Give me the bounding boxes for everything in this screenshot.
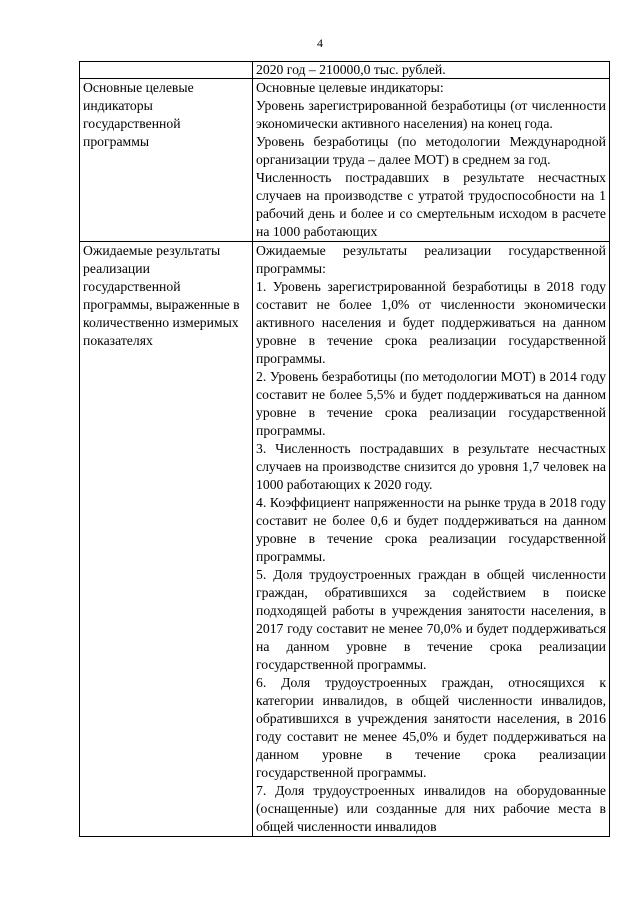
row-content (253, 62, 610, 79)
page-number: 4 (317, 36, 323, 50)
paragraph: Основные целевые индикаторы: (256, 80, 444, 95)
row-label (80, 62, 253, 79)
paragraph: 6. Доля трудоустроенных граждан, относящихся к категории инвалидов, в общей численности инвалидов, обратившихся в учреждения занятости населения, в 2016 году составит не менее 45,0% и будет поддерживаться на данном уровне в течение срока реализации государственной программы. (256, 675, 606, 780)
table-row (80, 242, 610, 837)
paragraph: 2020 год – 210000,0 тыс. рублей. (256, 62, 446, 77)
table-row (80, 62, 610, 79)
paragraph: Ожидаемые результаты реализации государственной программы: (256, 243, 606, 276)
paragraph: Численность пострадавших в результате несчастных случаев на производстве с утратой трудоспособности на 1 рабочий день и более и со смертельным исходом в расчете на 1000 работающих (256, 170, 606, 239)
row-content (253, 242, 610, 837)
row-label: Ожидаемые результаты реализации государственной программы, выраженные в количественно измеримых показателях (80, 242, 253, 837)
paragraph: 1. Уровень зарегистрированной безработицы в 2018 году составит не более 1,0% от численности экономически активного населения и будет поддерживаться на данном уровне в течение срока реализации государственной программы. (256, 279, 606, 366)
paragraph: Уровень безработицы (по методологии Международной организации труда – далее МОТ) в среднем за год. (256, 134, 606, 167)
paragraph: 5. Доля трудоустроенных граждан в общей численности граждан, обратившихся за содействием в поиске подходящей работы в учреждения занятости населения, в 2017 году составит не менее 70,0% и будет поддерживаться на данном уровне в течение срока реализации государственной программы. (256, 567, 606, 672)
table-row (80, 79, 610, 242)
program-passport-table (79, 61, 610, 837)
paragraph: Уровень зарегистрированной безработицы (от численности экономически активного населения) на конец года. (256, 98, 606, 131)
row-label: Основные целевые индикаторы государственной программы (80, 79, 253, 242)
paragraph: 4. Коэффициент напряженности на рынке труда в 2018 году составит не более 0,6 и будет поддерживаться на данном уровне в течение срока реализации государственной программы. (256, 495, 606, 564)
paragraph: 3. Численность пострадавших в результате несчастных случаев на производстве снизится до уровня 1,7 человек на 1000 работающих к 2020 году. (256, 441, 606, 492)
paragraph: 7. Доля трудоустроенных инвалидов на оборудованные (оснащенные) или созданные для них рабочие места в общей численности инвалидов (256, 783, 606, 834)
paragraph: 2. Уровень безработицы (по методологии МОТ) в 2014 году составит не более 5,5% и будет поддерживаться на данном уровне в течение срока реализации государственной программы. (256, 369, 606, 438)
row-content (253, 79, 610, 242)
